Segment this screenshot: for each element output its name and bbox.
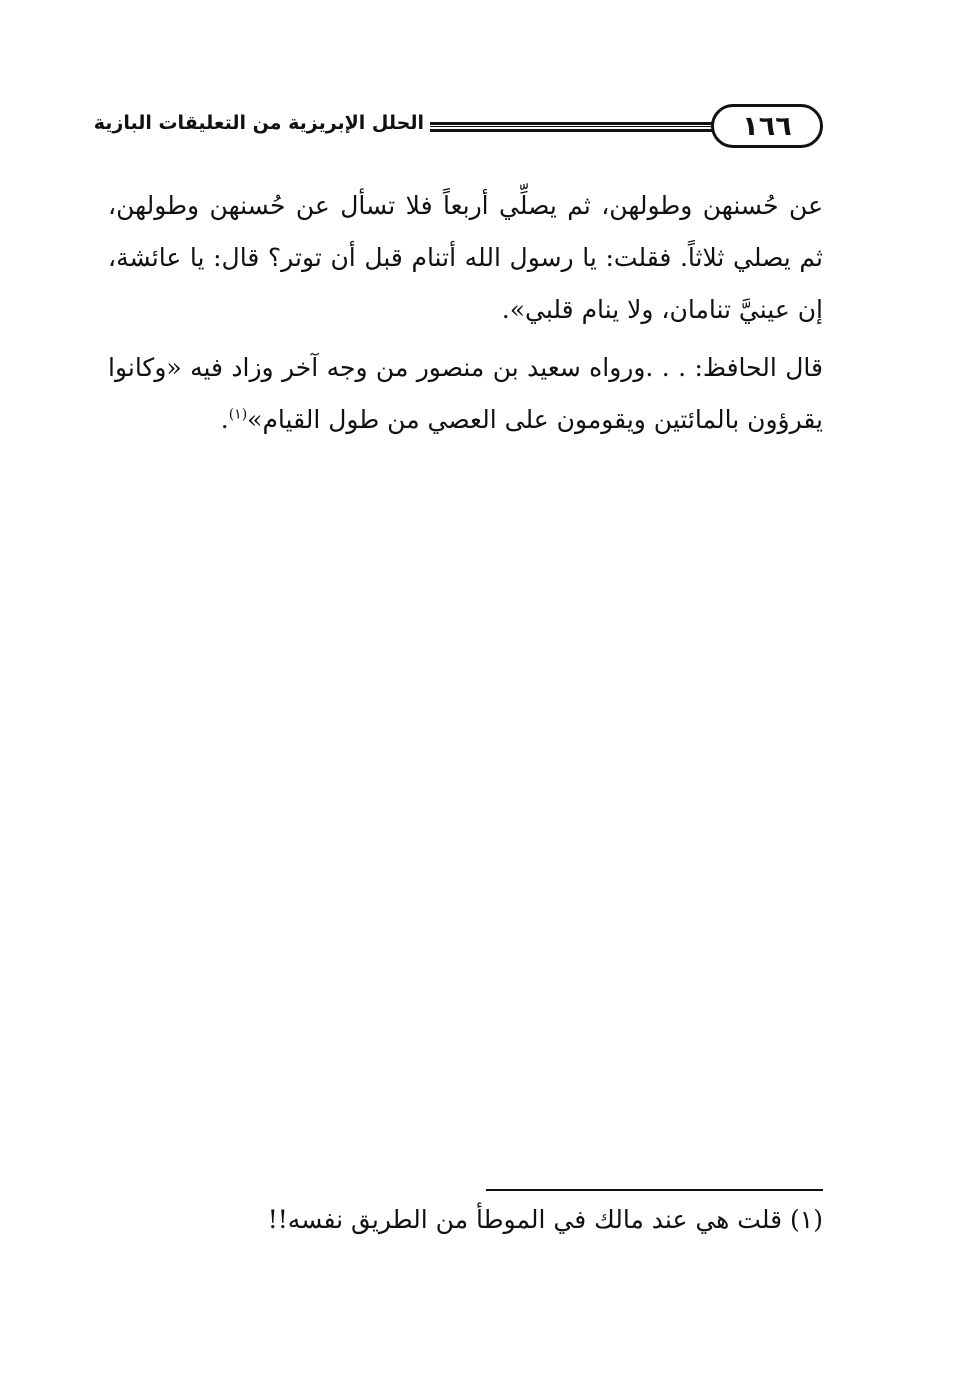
paragraph-2-text: قال الحافظ: . . .ورواه سعيد بن منصور من وجه آخر وزاد فيه «وكانوا يقرؤون بالمائتين ويقومون على العصي من طول القيام» (108, 353, 823, 434)
page-header (93, 100, 823, 154)
paragraph-2-end: . (220, 405, 229, 434)
paragraph-2 (108, 342, 823, 446)
running-title: الحلل الإبريزية من التعليقات البازية (93, 112, 424, 134)
footnote-reference: (١) (228, 406, 248, 423)
main-text (108, 180, 823, 452)
footnote-separator (486, 1189, 823, 1191)
page-number-badge: ١٦٦ (711, 104, 823, 148)
header-rule (430, 122, 715, 132)
footnote: (١) قلت هي عند مالك في الموطأ من الطريق نفسه!! (267, 1205, 823, 1234)
paragraph-1: عن حُسنهن وطولهن، ثم يصلِّي أربعاً فلا تسأل عن حُسنهن وطولهن، ثم يصلي ثلاثاً. فقلت: يا رسول الله أتنام قبل أن توتر؟ قال: يا عائشة، إن عينيَّ تنامان، ولا ينام قلبي». (108, 191, 823, 324)
